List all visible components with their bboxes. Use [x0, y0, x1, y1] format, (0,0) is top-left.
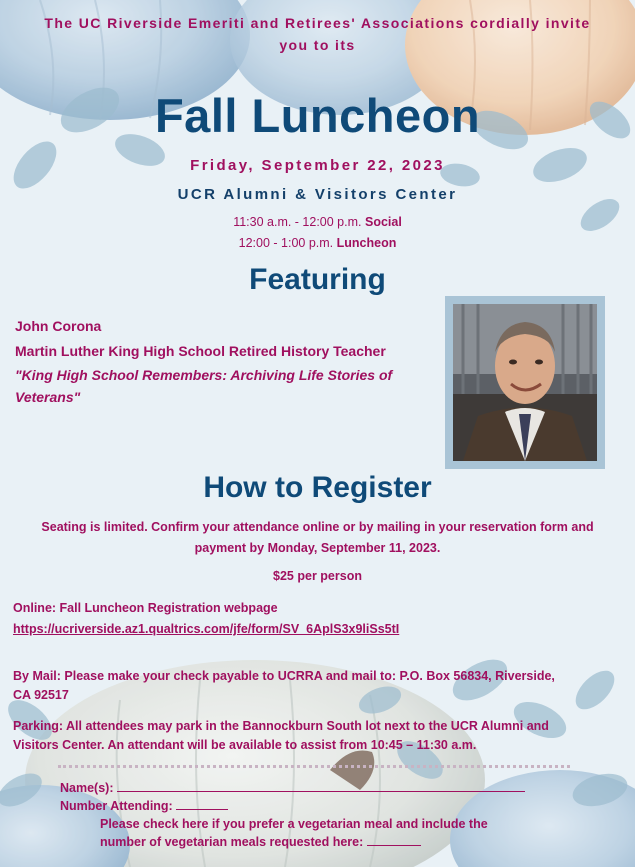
mail-line-1: By Mail: Please make your check payable to UCRRA and mail to: P.O. Box 56834, Riverside,: [13, 669, 555, 683]
mail-line-2: CA 92517: [13, 688, 69, 702]
mail-registration: [13, 667, 623, 705]
online-registration: [13, 598, 399, 640]
speaker-info: [15, 314, 435, 408]
parking-line-1: Parking: All attendees may park in the Bannockburn South lot next to the UCR Alumni and: [13, 719, 549, 733]
online-label: Online: Fall Luncheon Registration webpage: [13, 601, 278, 615]
schedule-item-luncheon: [0, 236, 635, 250]
vegetarian-row: [60, 815, 580, 851]
names-label: Name(s):: [60, 781, 114, 795]
event-title: Fall Luncheon: [154, 89, 481, 142]
register-heading: How to Register: [203, 471, 432, 504]
speaker-talk-title: [15, 364, 435, 408]
seating-notice: [10, 517, 625, 559]
registration-link[interactable]: https://ucriverside.az1.qualtrics.com/jfe/form/SV_6AplS3x9liSs5tI: [13, 622, 400, 636]
vegetarian-line-1: Please check here if you prefer a vegetarian meal and include the: [100, 817, 488, 831]
parking-line-2: Visitors Center. An attendant will be available to assist from 10:45 – 11:30 a.m.: [13, 738, 477, 752]
speaker-role: Martin Luther King High School Retired History Teacher: [15, 343, 386, 359]
attending-label: Number Attending:: [60, 799, 173, 813]
schedule-time: 12:00 - 1:00 p.m.: [238, 236, 334, 250]
invitation-text: [0, 12, 635, 56]
invitation-line-1: The UC Riverside Emeriti and Retirees' Associations cordially invite: [44, 15, 591, 31]
seating-line-1: Seating is limited. Confirm your attendance online or by mailing in your reservation form and: [41, 520, 594, 534]
names-blank[interactable]: [117, 780, 525, 792]
vegetarian-line-2: number of vegetarian meals requested here:: [100, 835, 364, 849]
speaker-photo: [453, 304, 597, 461]
ticket-price: $25 per person: [273, 569, 362, 583]
event-venue: UCR Alumni & Visitors Center: [177, 186, 458, 203]
talk-title-line-2: Veterans": [15, 389, 81, 405]
event-date: Friday, September 22, 2023: [190, 157, 445, 174]
schedule-label: Social: [364, 215, 402, 229]
speaker-name: John Corona: [15, 318, 102, 334]
invitation-line-2: you to its: [279, 37, 356, 53]
dotted-divider: [58, 765, 570, 768]
seating-line-2: payment by Monday, September 11, 2023.: [194, 541, 441, 555]
schedule-label: Luncheon: [336, 236, 397, 250]
names-row: [60, 779, 580, 797]
parking-info: [13, 717, 623, 755]
schedule-time: 11:30 a.m. - 12:00 p.m.: [233, 215, 362, 229]
speaker-photo-frame: [445, 296, 605, 469]
attending-blank[interactable]: [176, 798, 228, 810]
featuring-heading: Featuring: [249, 263, 386, 296]
schedule-item-social: [0, 215, 635, 229]
vegetarian-blank[interactable]: [367, 834, 421, 846]
talk-title-line-1: "King High School Remembers: Archiving Life Stories of: [15, 367, 393, 383]
attending-row: [60, 797, 580, 815]
reservation-form: [60, 779, 580, 851]
